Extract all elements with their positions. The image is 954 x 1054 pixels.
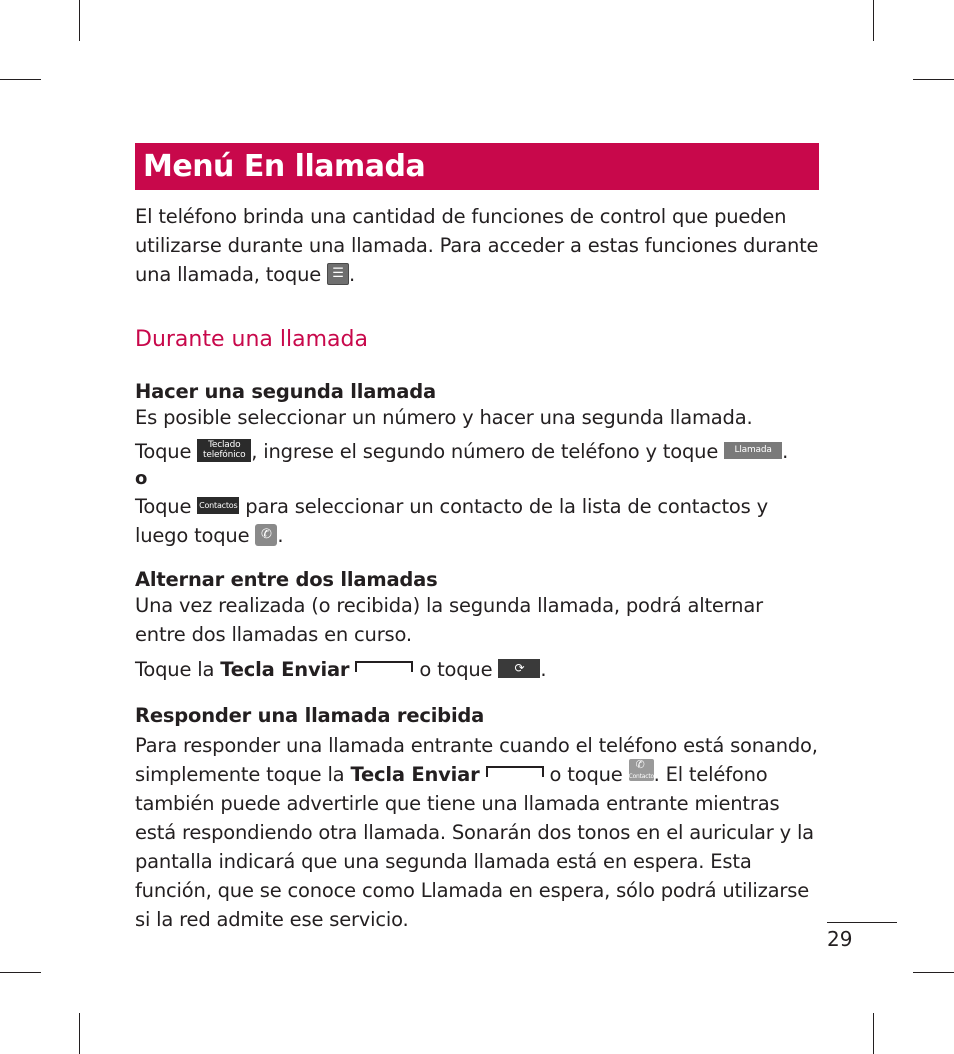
contacts-text: para seleccionar un contacto de la lista de contactos y luego toque (135, 495, 768, 547)
crop-mark (79, 0, 80, 41)
page-number-text: 29 (827, 927, 853, 951)
crop-mark (873, 1013, 874, 1054)
page-content (135, 143, 819, 934)
contact-call-button[interactable] (628, 757, 657, 781)
answer-call-text2: . El teléfono también puede advertirle que tiene una llamada entrante mientras está respondiendo otra llamada. Sonarán dos tonos en el auricular y la pantalla indicará que una segunda llamada está en espera. Esta función, que se conoce como Llamada en espera, sólo podrá utilizarse si la red admite ese servicio. (135, 763, 814, 931)
contact-icon-label: Contactos (628, 772, 657, 780)
page-number (827, 922, 897, 951)
second-call-mid: , ingrese el segundo número de teléfono y toque (251, 440, 719, 463)
keypad-button[interactable] (197, 439, 251, 462)
answer-call-text1: Para responder una llamada entrante cuando el teléfono está sonando, simplemente toque la (135, 734, 818, 786)
contacts-button[interactable]: Contactos (197, 497, 239, 514)
answer-call-heading: Responder una llamada recibida (135, 704, 485, 727)
switch-calls-heading: Alternar entre dos llamadas (135, 568, 438, 591)
page-title: Menú En llamada (143, 149, 426, 184)
send-key-icon (355, 661, 413, 672)
crop-mark (913, 972, 954, 973)
send-key-label: Tecla Enviar (220, 658, 350, 681)
switch-calls-end: . (540, 658, 547, 681)
call-button[interactable]: Llamada (724, 442, 782, 459)
crop-mark (79, 1013, 80, 1054)
keypad-label-2: telefónico (203, 450, 246, 460)
answer-call-paragraph (135, 731, 819, 934)
second-call-heading: Hacer una segunda llamada (135, 380, 436, 403)
or-text: o (135, 468, 148, 489)
phone-button[interactable] (255, 524, 277, 546)
send-key-label: Tecla Enviar (350, 763, 480, 786)
swap-icon: ⟳ (514, 661, 525, 675)
crop-mark (0, 972, 41, 973)
switch-calls-line1: Una vez realizada (o recibida) la segunda llamada, podrá alternar entre dos llamadas en curso. (135, 594, 763, 646)
toque-text: Toque (135, 440, 192, 463)
phone-icon: ✆ (261, 526, 272, 542)
intro-end: . (349, 263, 356, 286)
intro-paragraph (135, 202, 819, 289)
keypad-label-1: Teclado (208, 440, 241, 450)
o-toque-text: o toque (419, 658, 493, 681)
menu-icon: ☰ (332, 265, 344, 281)
second-call-line2 (135, 437, 819, 466)
second-call-line1: Es posible seleccionar un número y hacer una segunda llamada. (135, 406, 753, 429)
menu-button[interactable] (327, 263, 349, 285)
section-heading: Durante una llamada (135, 327, 368, 352)
toque-la-text: Toque la (135, 658, 215, 681)
o-toque-text: o toque (549, 763, 623, 786)
title-bar (135, 143, 819, 190)
crop-mark (913, 79, 954, 80)
toque-text: Toque (135, 495, 192, 518)
switch-calls-line2 (135, 655, 819, 684)
second-call-end2: . (277, 524, 284, 547)
second-call-line3 (135, 492, 819, 550)
intro-text: El teléfono brinda una cantidad de funciones de control que pueden utilizarse durante una llamada. Para acceder a estas funciones durante una llamada, toque (135, 205, 819, 286)
send-key-icon (486, 766, 544, 777)
contact-phone-icon: ✆ (635, 757, 645, 771)
crop-mark (873, 0, 874, 41)
crop-mark (0, 79, 41, 80)
second-call-end: . (782, 440, 789, 463)
swap-button[interactable] (498, 659, 540, 678)
